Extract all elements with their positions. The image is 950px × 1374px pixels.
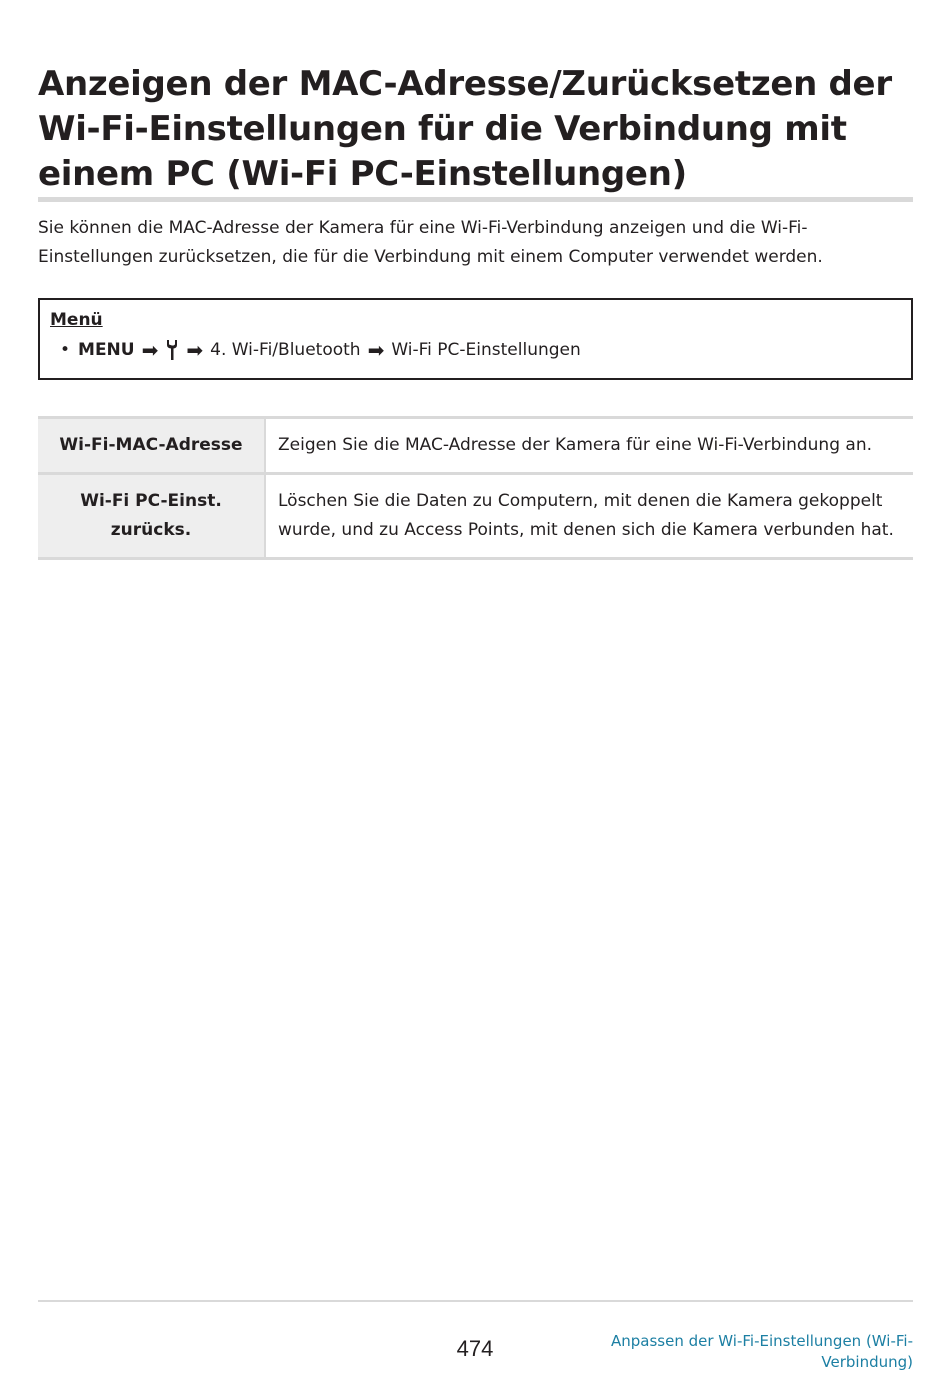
wrench-icon <box>165 339 179 361</box>
menu-key: MENU <box>78 340 135 360</box>
menu-step: 4. Wi-Fi/Bluetooth <box>210 340 361 360</box>
table-row-description: Löschen Sie die Daten zu Computern, mit denen die Kamera gekoppelt wurde, und zu Access Points, mit denen sich die Kamera verbunden hat. <box>264 475 913 557</box>
row-name-line1: Wi-Fi PC-Einst. <box>80 491 222 511</box>
menu-path-box <box>38 298 913 380</box>
table-row-header <box>38 419 264 472</box>
menu-path <box>50 338 901 362</box>
row-name: Wi-Fi-MAC-Adresse <box>59 435 243 455</box>
footer-divider <box>38 1300 913 1302</box>
table-row-description: Zeigen Sie die MAC-Adresse der Kamera für eine Wi-Fi-Verbindung an. <box>264 419 913 472</box>
title-divider <box>38 197 913 202</box>
page-number: 474 <box>456 1336 494 1361</box>
page-title: Anzeigen der MAC-Adresse/Zurücksetzen der Wi-Fi-Einstellungen für die Verbindung mit einem PC (Wi-Fi PC-Einstellungen) <box>38 64 892 194</box>
menu-target: Wi-Fi PC-Einstellungen <box>391 340 581 360</box>
arrow-right-icon: ➡ <box>141 338 159 362</box>
menu-heading: Menü <box>50 310 103 330</box>
section-link[interactable]: Anpassen der Wi-Fi-Einstellungen (Wi-Fi-Verbindung) <box>611 1332 913 1371</box>
arrow-right-icon: ➡ <box>186 338 204 362</box>
table-row <box>38 475 913 560</box>
table-row-header <box>38 475 264 557</box>
arrow-right-icon: ➡ <box>367 338 385 362</box>
settings-table <box>38 416 913 560</box>
row-name-line2: zurücks. <box>110 520 192 540</box>
table-row <box>38 419 913 475</box>
bullet: • <box>60 340 71 360</box>
intro-paragraph: Sie können die MAC-Adresse der Kamera für eine Wi-Fi-Verbindung anzeigen und die Wi-Fi-Einstellungen zurücksetzen, die für die Verbindung mit einem Computer verwendet werden. <box>38 218 823 267</box>
